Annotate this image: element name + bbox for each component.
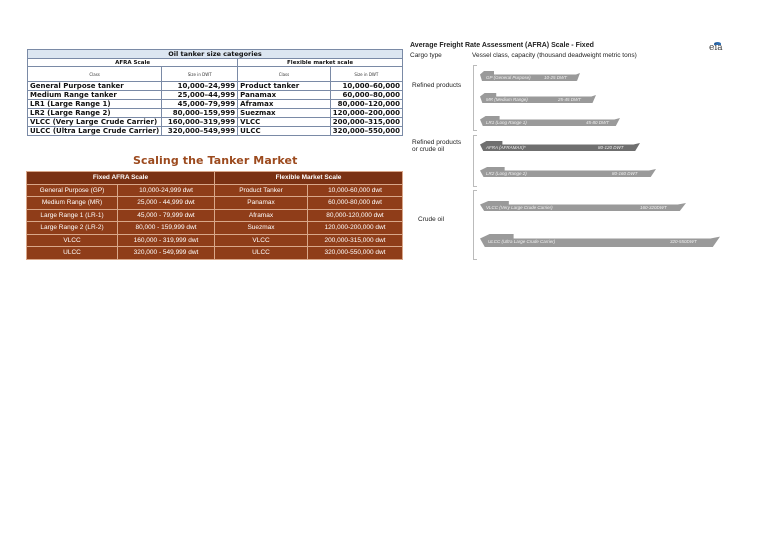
oil-tanker-size-table [27, 49, 403, 136]
table-row [27, 197, 403, 210]
group-label-refined-or-crude [412, 139, 461, 153]
group-label-crude: Crude oil [418, 216, 445, 223]
table1-caption: Oil tanker size categories [28, 50, 403, 59]
group-bracket [473, 135, 477, 187]
flex-size-cell: 60,000–80,000 [330, 91, 402, 100]
ship-name: ULCC (Ultra Large Crude Carrier) [488, 239, 556, 244]
flex-class-cell: Suezmax [215, 222, 308, 235]
flex-size-cell: 200,000–315,000 [330, 118, 402, 127]
group-label-refined: Refined products [412, 82, 462, 89]
afra-class-cell: Large Range 1 (LR-1) [27, 209, 118, 222]
flex-class-cell: Aframax [238, 100, 331, 109]
table-row [27, 184, 403, 197]
group-bracket [473, 190, 477, 260]
ship-capacity: 80-120 DWT [598, 145, 624, 150]
ship-name: AFRA (AFRAMAX)* [486, 145, 526, 150]
table1-sub-size: Size in DWT [162, 67, 238, 82]
table-row [27, 209, 403, 222]
flex-size-cell: 320,000-550,000 dwt [308, 247, 403, 260]
flex-size-cell: 120,000–200,000 [330, 109, 402, 118]
table-row [28, 118, 403, 127]
afra-size-cell: 25,000–44,999 [162, 91, 238, 100]
ship-name: LR1 (Long Range 1) [486, 120, 527, 125]
afra-class-cell: LR1 (Large Range 1) [28, 100, 162, 109]
flex-class-cell: VLCC [238, 118, 331, 127]
flex-class-cell: Product tanker [238, 82, 331, 91]
afra-class-cell: ULCC [27, 247, 118, 260]
ship-capacity: 10-25 DWT [544, 75, 568, 80]
table2-header-flexible: Flexible Market Scale [215, 172, 403, 185]
afra-class-cell: General Purpose tanker [28, 82, 162, 91]
table-row [28, 82, 403, 91]
flex-size-cell: 10,000–60,000 [330, 82, 402, 91]
table-row [27, 222, 403, 235]
scaling-title: Scaling the Tanker Market [133, 154, 298, 167]
afra-class-cell: VLCC (Very Large Crude Carrier) [28, 118, 162, 127]
table-row [28, 109, 403, 118]
afra-scale-figure [408, 40, 728, 262]
flex-class-cell: VLCC [215, 234, 308, 247]
ship-capacity: 320-550DWT [670, 239, 697, 244]
ship-name: VLCC (Very Large Crude Carrier) [486, 205, 553, 210]
table-row [28, 91, 403, 100]
ship-capacity: 160-320DWT [640, 205, 667, 210]
group-label-line2: or crude oil [412, 146, 445, 153]
afra-class-cell: General Purpose (GP) [27, 184, 118, 197]
ship-capacity: 80-160 DWT [612, 171, 638, 176]
flex-class-cell: Panamax [215, 197, 308, 210]
afra-class-cell: LR2 (Large Range 2) [28, 109, 162, 118]
afra-size-cell: 160,000 - 319,999 dwt [118, 234, 215, 247]
table1-group-afra: AFRA Scale [28, 59, 238, 67]
scaling-table [26, 171, 403, 260]
afra-class-cell: Large Range 2 (LR-2) [27, 222, 118, 235]
flex-size-cell: 80,000-120,000 dwt [308, 209, 403, 222]
flex-class-cell: ULCC [215, 247, 308, 260]
ship-name: LR2 (Long Range 2) [486, 171, 527, 176]
flex-size-cell: 60,000-80,000 dwt [308, 197, 403, 210]
ship-name: GP (General Purpose) [486, 75, 531, 80]
figure-title: Average Freight Rate Assessment (AFRA) Scale - Fixed [410, 42, 594, 49]
table1-sub-class: Class [28, 67, 162, 82]
ship-capacity: 45-80 DWT [586, 120, 610, 125]
afra-size-cell: 320,000–549,999 [162, 127, 238, 136]
group-bracket [473, 65, 477, 131]
flex-size-cell: 200,000-315,000 dwt [308, 234, 403, 247]
table-row [28, 127, 403, 136]
afra-class-cell: Medium Range tanker [28, 91, 162, 100]
afra-size-cell: 80,000–159,999 [162, 109, 238, 118]
table-row [27, 234, 403, 247]
afra-class-cell: VLCC [27, 234, 118, 247]
table-row [28, 100, 403, 109]
eia-logo: eia [709, 43, 723, 53]
afra-size-cell: 160,000–319,999 [162, 118, 238, 127]
flex-size-cell: 320,000–550,000 [330, 127, 402, 136]
afra-class-cell: ULCC (Ultra Large Crude Carrier) [28, 127, 162, 136]
flex-class-cell: Panamax [238, 91, 331, 100]
table1-group-flexible: Flexible market scale [238, 59, 403, 67]
ship-name: MR (Medium Range) [486, 97, 528, 102]
afra-size-cell: 80,000 - 159,999 dwt [118, 222, 215, 235]
table1-sub-size: Size in DWT [330, 67, 402, 82]
table1-sub-class: Class [238, 67, 331, 82]
afra-size-cell: 45,000 - 79,999 dwt [118, 209, 215, 222]
afra-size-cell: 45,000–79,999 [162, 100, 238, 109]
flex-size-cell: 10,000-60,000 dwt [308, 184, 403, 197]
afra-class-cell: Medium Range (MR) [27, 197, 118, 210]
flex-class-cell: Suezmax [238, 109, 331, 118]
vessel-class-header: Vessel class, capacity (thousand deadweight metric tons) [472, 52, 637, 59]
flex-size-cell: 80,000–120,000 [330, 100, 402, 109]
cargo-type-header: Cargo type [410, 52, 442, 59]
ship-capacity: 25-45 DWT [558, 97, 582, 102]
flex-class-cell: Aframax [215, 209, 308, 222]
flex-class-cell: ULCC [238, 127, 331, 136]
flex-class-cell: Product Tanker [215, 184, 308, 197]
afra-size-cell: 10,000–24,999 [162, 82, 238, 91]
flex-size-cell: 120,000-200,000 dwt [308, 222, 403, 235]
group-label-line1: Refined products [412, 139, 462, 146]
table-row [27, 247, 403, 260]
afra-size-cell: 25,000 - 44,999 dwt [118, 197, 215, 210]
table2-header-afra: Fixed AFRA Scale [27, 172, 215, 185]
afra-size-cell: 320,000 - 549,999 dwt [118, 247, 215, 260]
afra-size-cell: 10,000-24,999 dwt [118, 184, 215, 197]
